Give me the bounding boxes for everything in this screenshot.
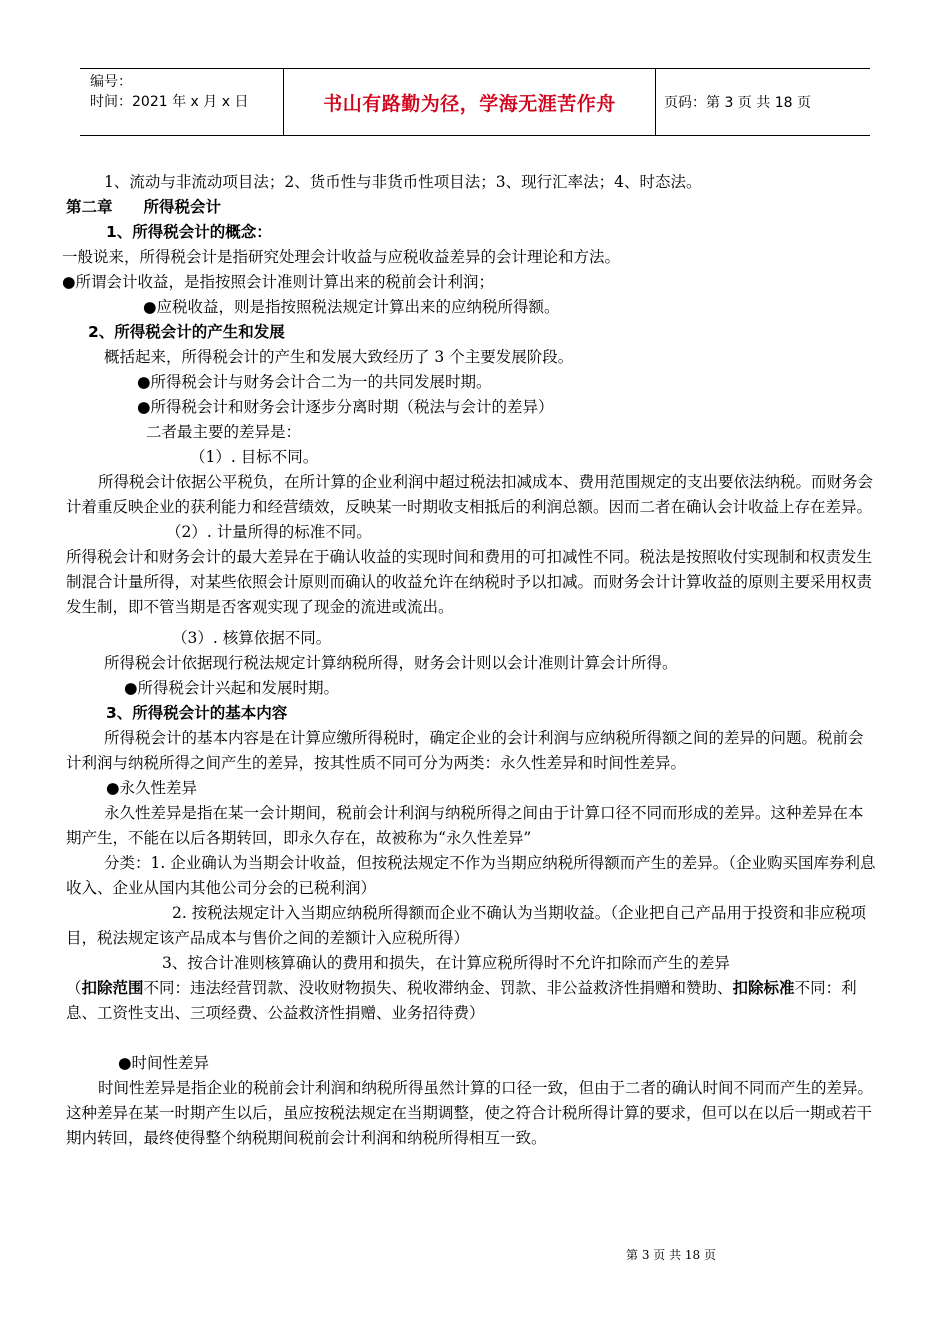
paren-open: （ <box>66 979 82 997</box>
paragraph: 分类：1. 企业确认为当期会计收益，但按税法规定不作为当期应纳税所得额而产生的差异。（企业购买国库券利息收入、企业从国内其他公司分会的已税利润） <box>66 854 876 897</box>
paragraph: 概括起来，所得税会计的产生和发展大致经历了 3 个主要发展阶段。 <box>104 348 574 366</box>
list-item: （2）. 计量所得的标准不同。 <box>166 523 372 541</box>
document-date-label: 时间：2021 年 x 月 x 日 <box>90 94 249 110</box>
paragraph: 所得税会计的基本内容是在计算应缴所得税时，确定企业的会计利润与应纳税所得额之间的差异的问题。税前会计利润与纳税所得之间产生的差异，按其性质不同可分为两类：永久性差异和时间性差异。 <box>66 729 864 772</box>
paragraph: 一般说来，所得税会计是指研究处理会计收益与应税收益差异的会计理论和方法。 <box>62 248 621 266</box>
header-motto: 书山有路勤为径，学海无涯苦作舟 <box>284 69 656 135</box>
page-header <box>80 68 870 136</box>
deduction-scope-label: 扣除范围 <box>81 979 144 997</box>
header-page-label: 页码：第 3 页 共 18 页 <box>664 95 811 111</box>
paragraph: 时间性差异是指企业的税前会计利润和纳税所得虽然计算的口径一致，但由于二者的确认时间不同而产生的差异。这种差异在某一时期产生以后，虽应按税法规定在当期调整，使之符合计税所得计算的要求，但可以在以后一期或若干期内转回，最终使得整个纳税期间税前会计利润和纳税所得相互一致。 <box>66 1079 874 1147</box>
deduction-scope-text: 不同：违法经营罚款、没收财物损失、税收滞纳金、罚款、非公益救济性捐赠和赞助、 <box>143 979 733 997</box>
paragraph: 永久性差异是指在某一会计期间，税前会计利润与纳税所得之间由于计算口径不同而形成的差异。这种差异在本期产生，不能在以后各期转回，即永久存在，故被称为“永久性差异” <box>66 804 864 847</box>
page-footer: 第 3 页 共 18 页 <box>626 1248 716 1262</box>
document-number-label: 编号： <box>90 74 132 90</box>
bullet-item: ● 应税收益，则是指按照税法规定计算出来的应纳税所得额。 <box>66 295 876 320</box>
section-heading: 2、所得税会计的产生和发展 <box>88 323 285 341</box>
bullet-item: ● 永久性差异 <box>66 776 876 801</box>
section-heading: 1、所得税会计的概念： <box>106 223 272 241</box>
bullet-item: ● 所得税会计与财务会计合二为一的共同发展时期。 <box>66 370 876 395</box>
chapter-heading: 第二章 所得税会计 <box>66 198 222 216</box>
bullet-item: ● 所得税会计兴起和发展时期。 <box>66 676 876 701</box>
paragraph: 二者最主要的差异是： <box>146 423 302 441</box>
paragraph: 2. 按税法规定计入当期应纳税所得额而企业不确认为当期收益。（企业把自己产品用于投资和非应税项目，税法规定该产品成本与售价之间的差额计入应税所得） <box>66 904 866 947</box>
deduction-standard-text: 不同：利息、工资性支出、三项经费、公益救济性捐赠、业务招待费） <box>66 979 857 1022</box>
bullet-item: ● 所谓会计收益，是指按照会计准则计算出来的税前会计利润； <box>62 270 876 295</box>
paragraph <box>66 976 876 1026</box>
header-meta-cell <box>80 69 284 135</box>
list-item: （1）. 目标不同。 <box>190 448 319 466</box>
paragraph: 所得税会计依据公平税负，在所计算的企业利润中超过税法扣减成本、费用范围规定的支出要依法纳税。而财务会计着重反映企业的获利能力和经营绩效，反映某一时期收支相抵后的利润总额。因而二者在确认会计收益上存在差异。 <box>66 473 874 516</box>
bullet-item: ● 所得税会计和财务会计逐步分离时期（税法与会计的差异） <box>66 395 876 420</box>
list-item: （3）. 核算依据不同。 <box>172 629 332 647</box>
paragraph: 3、按合计准则核算确认的费用和损失，在计算应税所得时不允许扣除而产生的差异 <box>162 954 730 972</box>
deduction-standard-label: 扣除标准 <box>732 979 795 997</box>
paragraph: 所得税会计依据现行税法规定计算纳税所得，财务会计则以会计准则计算会计所得。 <box>104 654 678 672</box>
paragraph: 1、流动与非流动项目法；2、货币性与非货币性项目法；3、现行汇率法；4、时态法。 <box>104 173 702 191</box>
section-heading: 3、所得税会计的基本内容 <box>106 704 288 722</box>
paragraph: 所得税会计和财务会计的最大差异在于确认收益的实现时间和费用的可扣减性不同。税法是按照收付实现制和权责发生制混合计量所得，对某些依照会计原则而确认的收益允许在纳税时予以扣减。而财务会计计算收益的原则主要采用权责发生制，即不管当期是否客观实现了现金的流进或流出。 <box>66 548 873 616</box>
document-body <box>62 170 876 1151</box>
bullet-item: ● 时间性差异 <box>66 1051 876 1076</box>
